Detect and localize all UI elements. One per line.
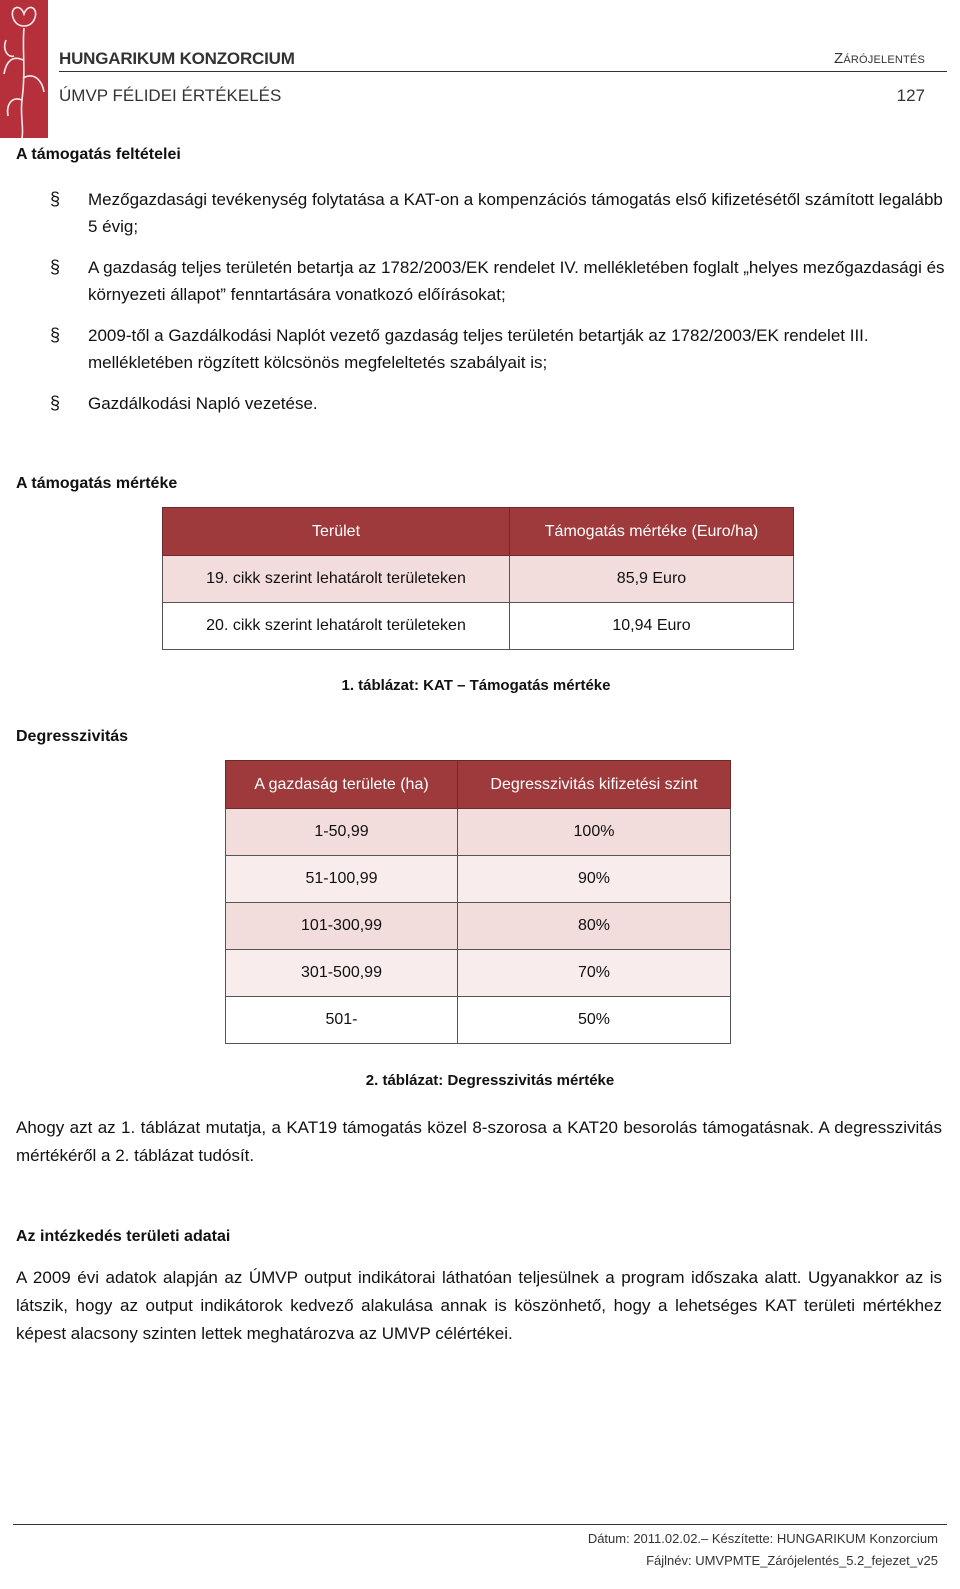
table-caption-1: 1. táblázat: KAT – Támogatás mértéke [341, 677, 611, 694]
header-organization: HUNGARIKUM KONZORCIUM [59, 49, 295, 68]
table-row [226, 997, 731, 1044]
table-cell: 20. cikk szerint lehatárolt területeken [163, 603, 510, 650]
section-heading-conditions: A támogatás feltételei [16, 146, 181, 163]
header-divider [59, 71, 947, 72]
table-cell: 80% [458, 903, 731, 950]
conditions-list [50, 186, 950, 431]
table-row [163, 603, 794, 650]
table-caption-2: 2. táblázat: Degresszivitás mértéke [365, 1072, 615, 1089]
column-header: Terület [163, 508, 510, 556]
section-sign-icon: § [50, 189, 61, 209]
section-heading-support-rate: A támogatás mértéke [16, 475, 178, 492]
section-heading-regional-data: Az intézkedés területi adatai [16, 1228, 231, 1245]
table-cell: 501- [226, 997, 458, 1044]
list-item: § Mezőgazdasági tevékenység folytatása a KAT-on a kompenzációs támogatás első kifizetésétől számított legalább 5 évig; [50, 186, 950, 240]
table-cell: 50% [458, 997, 731, 1044]
footer-filename: Fájlnév: UMVPMTE_Zárójelentés_5.2_fejezet_v25 [646, 1553, 938, 1568]
table-cell: 90% [458, 856, 731, 903]
table-row [226, 856, 731, 903]
table-cell: 100% [458, 809, 731, 856]
column-header: Támogatás mértéke (Euro/ha) [510, 508, 794, 556]
table-cell: 10,94 Euro [510, 603, 794, 650]
list-item: § 2009-től a Gazdálkodási Naplót vezető gazdaság teljes területén betartják az 1782/2003/EK rendelet III. mellékletében rögzített kölcsönös megfeleltetés szabályait is; [50, 322, 950, 376]
list-item: § A gazdaság teljes területén betartja az 1782/2003/EK rendelet IV. mellékletében foglalt „helyes mezőgazdasági és környezeti állapot” fenntartására vonatkozó előírásokat; [50, 254, 950, 308]
column-header: Degresszivitás kifizetési szint [458, 761, 731, 809]
table-header-row [226, 761, 731, 809]
section-sign-icon: § [50, 393, 61, 413]
table-cell: 101-300,99 [226, 903, 458, 950]
body-paragraph: A 2009 évi adatok alapján az ÚMVP output indikátorai láthatóan teljesülnek a program időszaka alatt. Ugyanakkor az is látszik, hogy az output indikátorok kedvező alakulása annak is köszönhető, hogy a lehetséges KAT területi mértékhez képest alacsony szinten lettek meghatározva az UMVP célértékei. [16, 1268, 942, 1343]
section-sign-icon: § [50, 325, 61, 345]
section-heading-degressivity: Degresszivitás [16, 728, 129, 745]
table-cell: 85,9 Euro [510, 556, 794, 603]
header-subtitle: ÚMVP FÉLIDEI ÉRTÉKELÉS [59, 86, 282, 105]
table-cell: 301-500,99 [226, 950, 458, 997]
tulip-logo [0, 0, 48, 138]
body-paragraph: Ahogy azt az 1. táblázat mutatja, a KAT19 támogatás közel 8-szorosa a KAT20 besorolás támogatásnak. A degresszivitás mértékéről a 2. táblázat tudósít. [16, 1118, 942, 1165]
list-item: § Gazdálkodási Napló vezetése. [50, 390, 950, 417]
section-sign-icon: § [50, 257, 61, 277]
table-row [163, 556, 794, 603]
table-cell: 1-50,99 [226, 809, 458, 856]
table-cell: 70% [458, 950, 731, 997]
footer-divider [13, 1524, 947, 1525]
table-row [226, 809, 731, 856]
footer-date-author: Dátum: 2011.02.02.– Készítette: HUNGARIKUM Konzorcium [587, 1531, 938, 1546]
table-cell: 19. cikk szerint lehatárolt területeken [163, 556, 510, 603]
support-rate-table [162, 507, 794, 650]
table-cell: 51-100,99 [226, 856, 458, 903]
table-row [226, 903, 731, 950]
header-document-type: Zárójelentés [833, 50, 925, 67]
table-row [226, 950, 731, 997]
column-header: A gazdaság területe (ha) [226, 761, 458, 809]
page-number: 127 [896, 86, 925, 105]
table-header-row [163, 508, 794, 556]
degressivity-table [225, 760, 731, 1044]
